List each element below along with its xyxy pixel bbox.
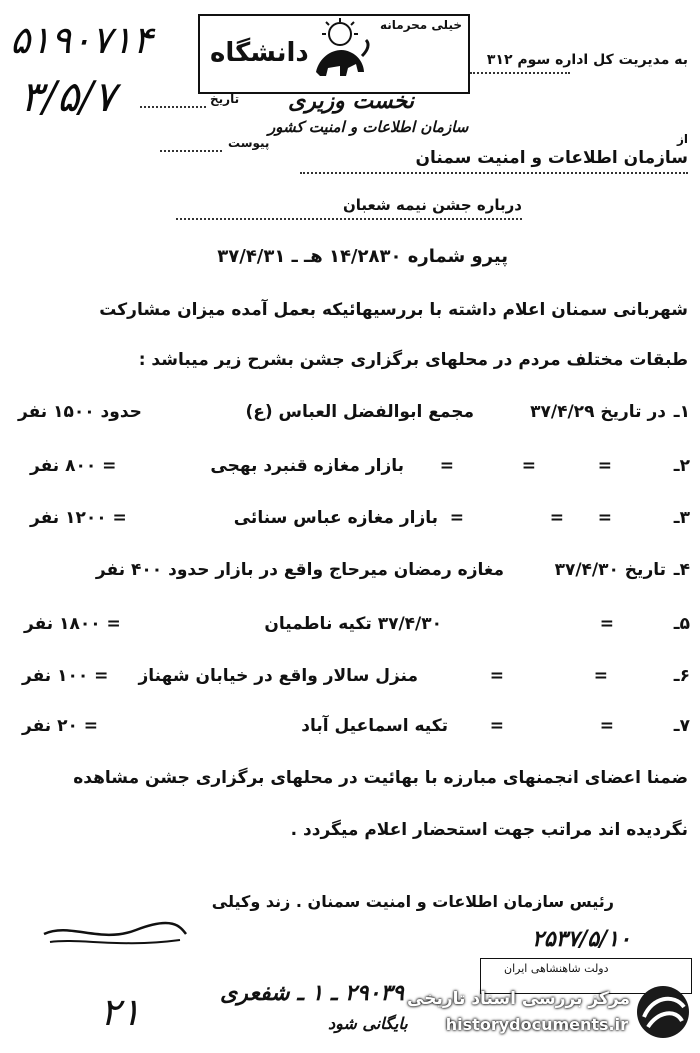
archive-logo-icon [634,983,692,1041]
header-stamp [198,14,470,94]
from-label: از [676,132,688,146]
reference-line: پیرو شماره ۱۴/۲۸۳۰ هـ ـ ۳۷/۴/۳۱ [217,246,508,267]
sender: سازمان اطلاعات و امنیت سمنان [415,148,688,168]
item-number: ۳ـ [673,508,690,528]
subject: درباره جشن نیمه شعبان [342,196,522,214]
ditto-mark: = [521,456,536,476]
item-place: مجمع ابوالفضل العباس (ع) [245,402,474,422]
watermark [402,977,692,1047]
list-item [0,560,700,590]
lion-and-sun-emblem-icon [304,16,376,88]
ditto-mark: = [489,666,504,686]
classification-stamp: خیلی محرمانه [379,18,462,32]
attachment-dotline [160,150,222,152]
ditto-mark: = [599,614,614,634]
list-item [0,716,700,746]
bottom-small-note: بایگانی شود [328,1014,408,1033]
item-number: ۷ـ [673,716,690,736]
item-number: ۱ـ [673,402,690,422]
recipient-line: به مدیریت کل اداره سوم ۳۱۲ [486,52,688,68]
ditto-mark: = [489,716,504,736]
item-place: مغازه رمضان میرحاج واقع در بازار حدود ۴۰۰ نفر [95,560,504,580]
item-place: بازار مغازه عباس سنائی [233,508,438,528]
item-date: در تاریخ ۳۷/۴/۲۹ [530,402,666,422]
intro-line-1: شهربانی سمنان اعلام داشته با بررسیهائیکه بعمل آمده میزان مشارکت [99,300,688,320]
handwritten-number-bottom: ۳/۵/۷ [20,72,116,121]
ditto-mark: = [597,456,612,476]
item-count: = ۱۸۰۰ نفر [24,614,121,634]
list-item [0,614,700,644]
handwritten-note: ۲۹۰۳۹ ـ ۱ ـ شفعری [220,980,404,1006]
closing-line-1: ضمنا اعضای انجمنهای مبارزه با بهائیت در محلهای برگزاری جشن مشاهده [73,768,688,788]
item-number: ۴ـ [673,560,690,580]
item-count: = ۸۰۰ نفر [30,456,117,476]
list-item [0,666,700,696]
ditto-mark: = [593,666,608,686]
signature-line: رئیس سازمان اطلاعات و امنیت سمنان . زند وکیلی [211,892,614,911]
ditto-mark: = [597,508,612,528]
stamp-text: دانشگاه [210,38,309,68]
item-count: حدود ۱۵۰۰ نفر [18,402,142,422]
recipient-dotline [470,72,570,74]
item-place: ۳۷/۴/۳۰ تکیه ناطمیان [264,614,442,634]
list-item [0,456,700,486]
ditto-mark: = [599,716,614,736]
ditto-mark: = [549,508,564,528]
handwritten-number-top: ۵۱۹۰۷۱۴ [10,18,153,62]
item-count: = ۱۰۰ نفر [22,666,109,686]
date-dotline [140,106,206,108]
item-count: = ۱۲۰۰ نفر [30,508,127,528]
item-number: ۶ـ [673,666,690,686]
intro-line-2: طبقات مختلف مردم در محلهای برگزاری جشن بشرح زیر میباشد : [138,350,688,370]
signature-scribble [40,904,190,954]
ditto-mark: = [449,508,464,528]
handwritten-date: ۲۵۳۷/۵/۱۰ [532,926,631,952]
list-item [0,508,700,538]
handwritten-left-number: ۲۱ [100,990,141,1034]
bottom-stamp-note: دولت شاهنشاهی ایران [504,962,609,975]
subject-dotline [176,218,522,220]
ministry-seal: نخست وزیری [288,88,414,114]
sender-dotline [300,172,688,174]
item-place: منزل سالار واقع در خیابان شهناز [138,666,418,686]
item-number: ۵ـ [673,614,690,634]
attachment-label: پیوست [228,136,270,150]
item-place: بازار مغازه قنبرد بهجی [210,456,404,476]
item-place: تکیه اسماعیل آباد [301,716,448,736]
watermark-title: مرکز بررسی اسناد تاریخی [407,989,630,1009]
item-date: تاریخ ۳۷/۴/۳۰ [554,560,666,580]
date-label: تاریخ [210,92,240,106]
seal-subtitle: سازمان اطلاعات و امنیت کشور [268,118,469,136]
item-count: = ۲۰ نفر [22,716,99,736]
watermark-url: historydocuments.ir [445,1015,628,1034]
ditto-mark: = [439,456,454,476]
item-number: ۲ـ [673,456,690,476]
closing-line-2: نگردیده اند مراتب جهت استحضار اعلام میگردد . [290,820,688,840]
list-item [0,402,700,432]
